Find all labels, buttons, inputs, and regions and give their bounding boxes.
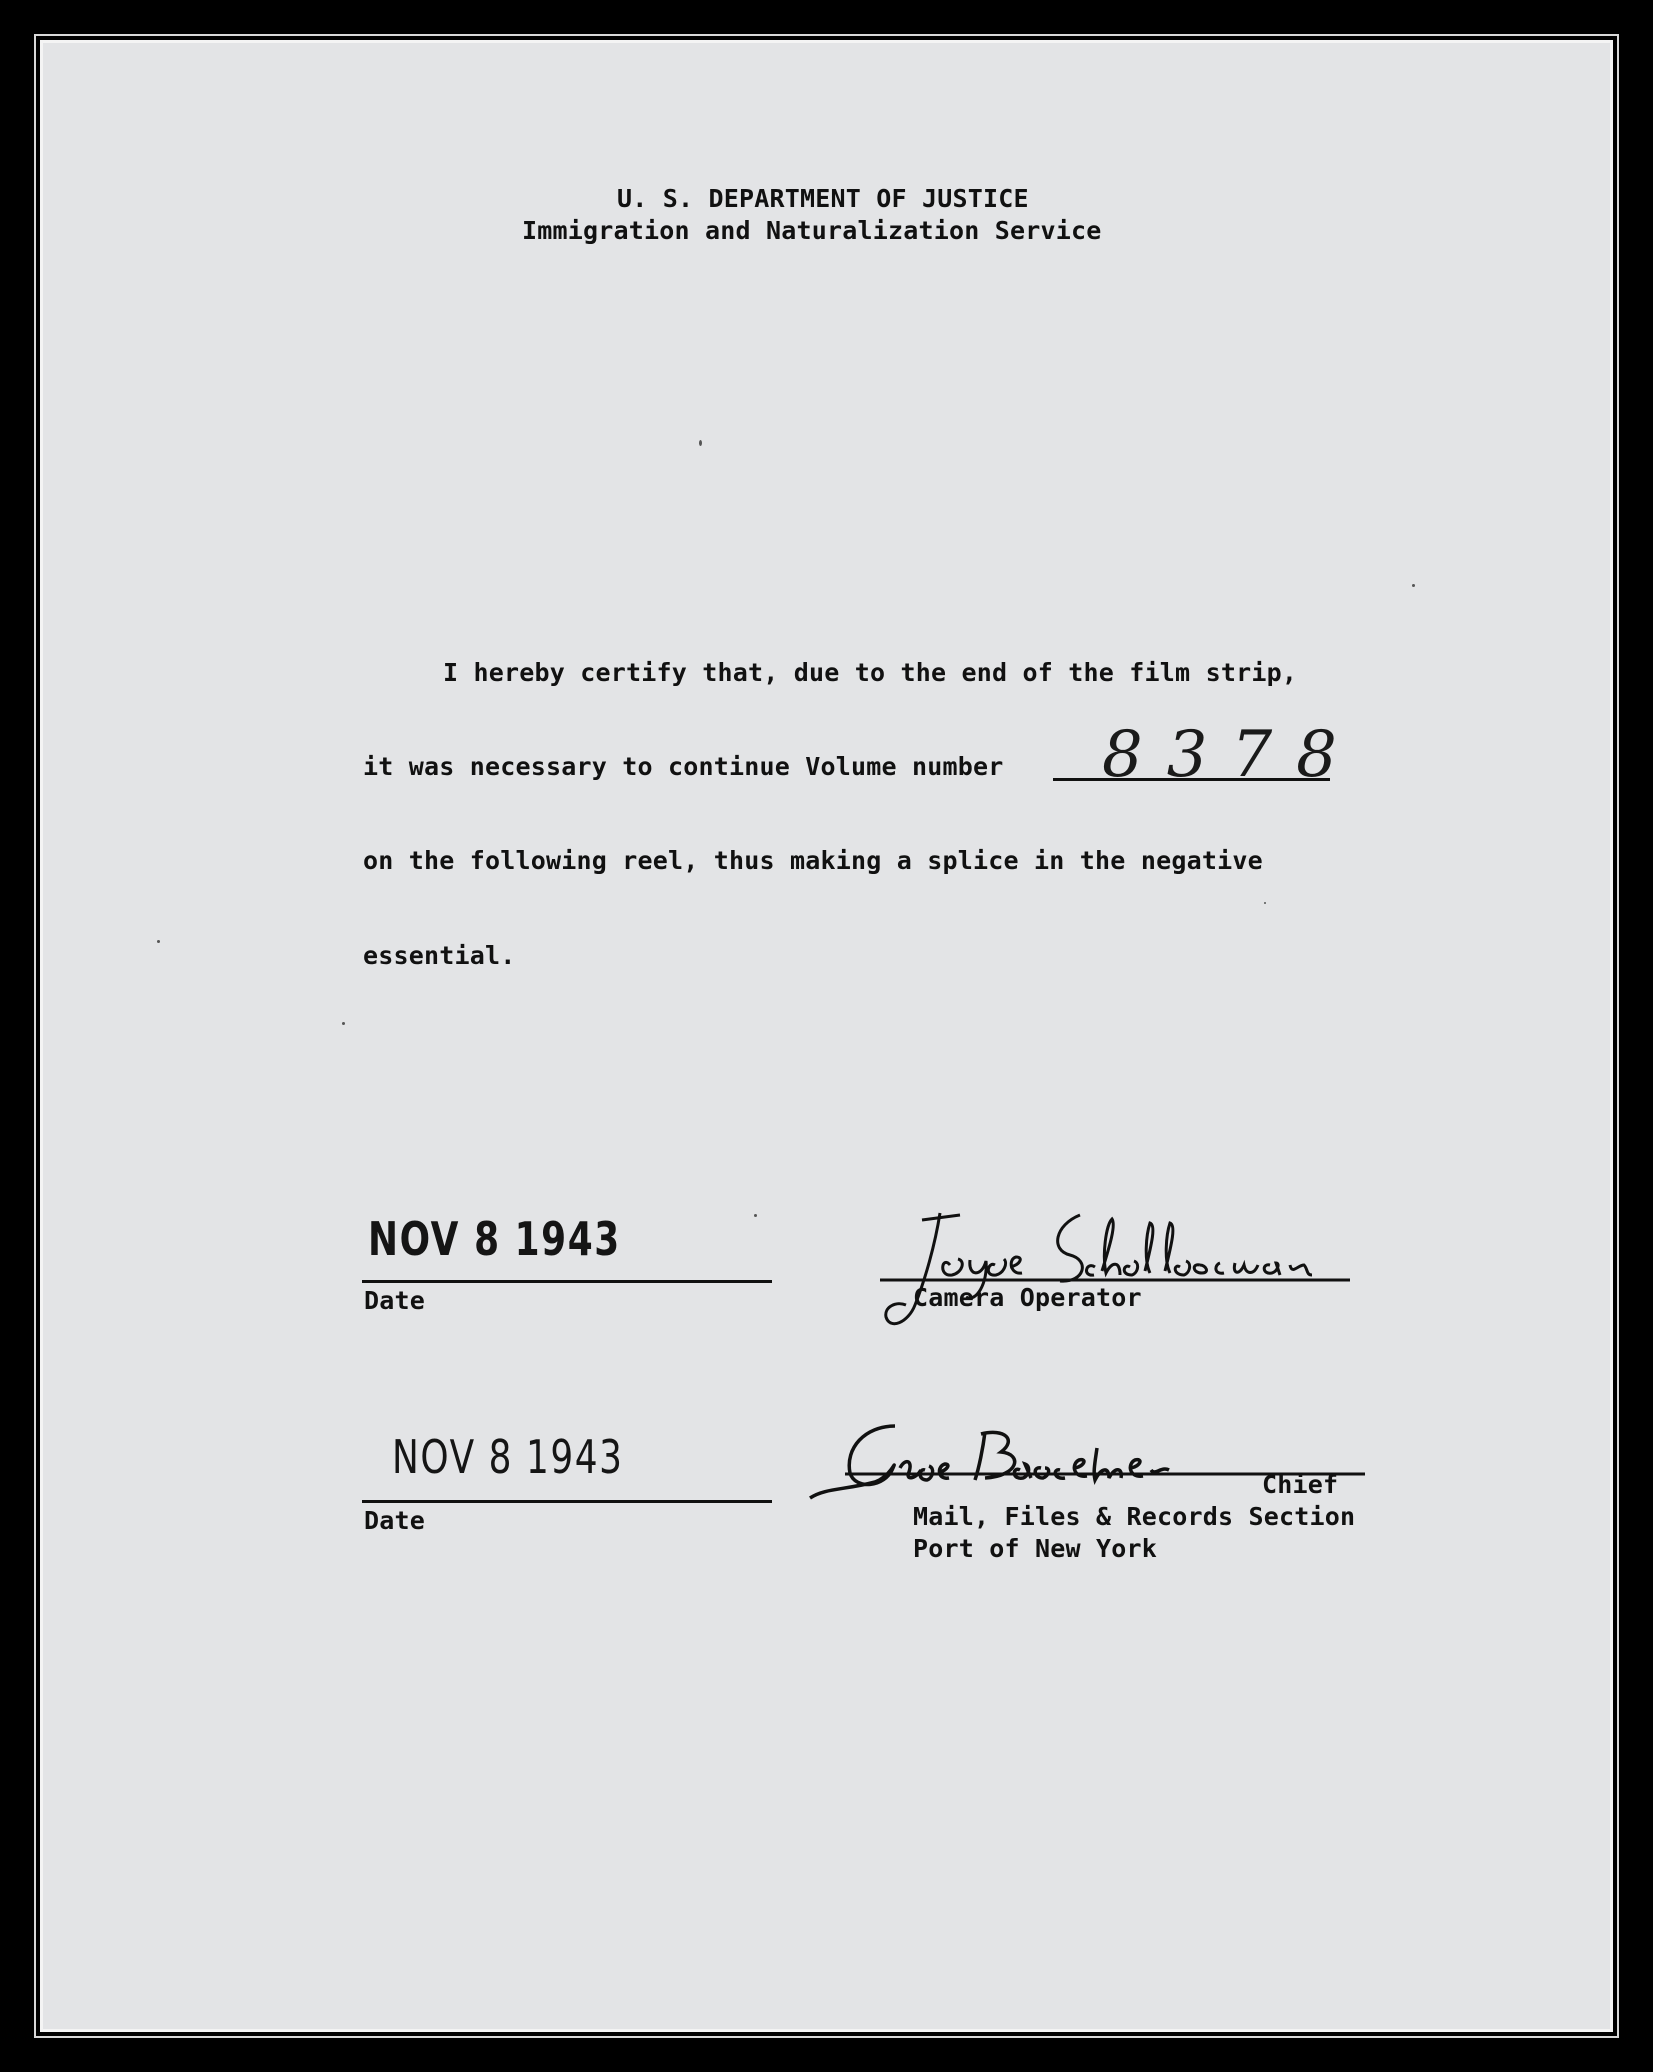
header-service: Immigration and Naturalization Service [522,216,1102,245]
film-speck [754,1214,757,1217]
film-speck [157,940,160,943]
date-label-chief: Date [364,1506,426,1535]
port-label: Port of New York [913,1534,1158,1563]
header-department: U. S. DEPARTMENT OF JUSTICE [617,184,1029,213]
section-label: Mail, Files & Records Section [913,1502,1356,1531]
document-page [40,40,1613,2032]
date-line-chief [362,1500,772,1503]
film-speck [1412,584,1415,587]
film-speck [342,1022,345,1025]
film-speck [699,440,702,446]
date-stamp-chief: NOV 8 1943 [392,1430,624,1484]
certification-line-1: I hereby certify that, due to the end of the film strip, [443,658,1298,687]
film-speck [1264,902,1266,904]
date-stamp-camera: NOV 8 1943 [368,1212,621,1266]
camera-operator-signature [880,1205,1360,1335]
role-label-camera-operator: Camera Operator [913,1283,1142,1312]
certification-line-4: essential. [363,941,516,970]
certification-line-2: it was necessary to continue Volume number [363,752,1004,781]
certification-line-3: on the following reel, thus making a splice in the negative [363,846,1263,875]
date-label-camera: Date [364,1286,426,1315]
role-label-chief: Chief [1262,1470,1339,1499]
volume-number-handwritten: 8378 [1102,718,1361,792]
date-line-camera [362,1280,772,1283]
